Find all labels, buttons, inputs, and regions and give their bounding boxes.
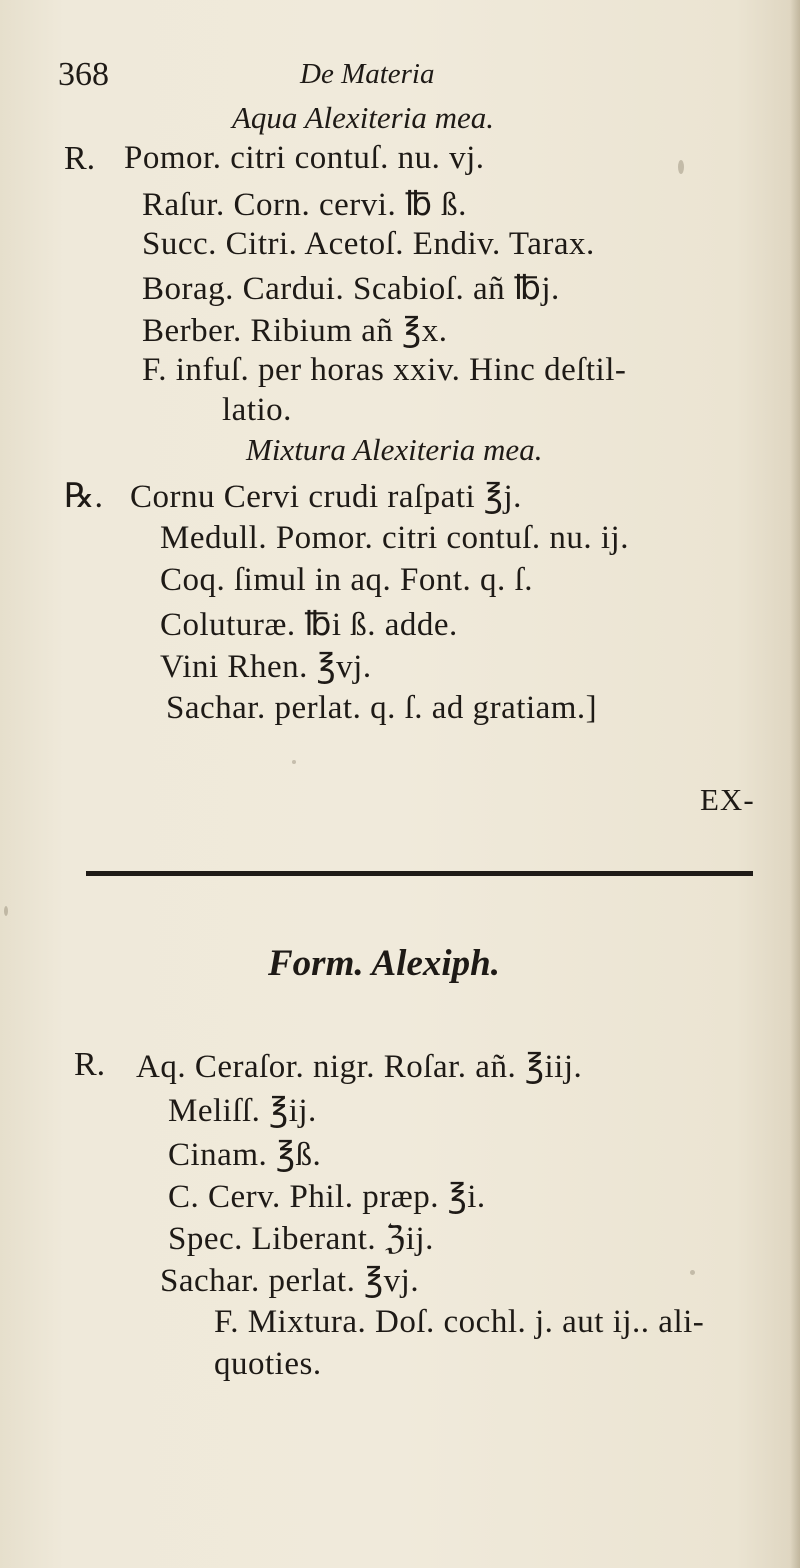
section2-line: Coq. ſimul in aq. Font. q. ſ. (160, 562, 533, 598)
section3-rx-symbol: R. (74, 1046, 106, 1083)
section3-line: quoties. (214, 1346, 322, 1382)
page-edge-shadow (790, 0, 800, 1568)
section1-line: Berber. Ribium añ ℥x. (142, 313, 448, 349)
section3-line: Spec. Liberant. ℨij. (168, 1221, 434, 1257)
section2-line: Sachar. perlat. q. ſ. ad gratiam.] (166, 690, 598, 726)
section3-line: C. Cerv. Phil. præp. ℥i. (168, 1179, 486, 1215)
section1-line: latio. (222, 392, 292, 428)
section2-line: Cornu Cervi crudi raſpati ℥j. (130, 479, 522, 515)
running-head: De Materia (300, 58, 435, 90)
section3-line: Cinam. ℥ß. (168, 1137, 322, 1173)
section1-line: F. infuſ. per horas xxiv. Hinc deſtil- (142, 352, 627, 388)
section3-line: Meliſſ. ℥ij. (168, 1093, 317, 1129)
paper-speck (678, 160, 684, 174)
section2-title: Mixtura Alexiteria mea. (246, 432, 543, 467)
section3-line: F. Mixtura. Doſ. cochl. j. aut ij.. ali- (214, 1304, 705, 1340)
section3-line: Sachar. perlat. ℥vj. (160, 1263, 420, 1299)
section2-line: Vini Rhen. ℥vj. (160, 649, 372, 685)
section1-line: Succ. Citri. Acetoſ. Endiv. Tarax. (142, 226, 595, 262)
section3-title: Form. Alexiph. (268, 943, 500, 984)
section1-rx-symbol: R. (64, 140, 96, 177)
section2-rx-symbol: ℞. (64, 478, 103, 515)
section1-line: Borag. Cardui. Scabioſ. añ ℔j. (142, 271, 560, 307)
paper-speck (4, 906, 8, 916)
section1-title: Aqua Alexiteria mea. (232, 100, 495, 135)
page-number: 368 (58, 56, 109, 93)
section1-line: Raſur. Corn. cervi. ℔ ß. (142, 187, 467, 223)
catchword: EX- (700, 782, 755, 817)
section2-line: Medull. Pomor. citri contuſ. nu. ij. (160, 520, 629, 556)
paper-speck (690, 1270, 695, 1275)
section1-line: Pomor. citri contuſ. nu. vj. (124, 140, 485, 176)
section3-line: Aq. Ceraſor. nigr. Roſar. añ. ℥iij. (136, 1049, 583, 1085)
paper-speck (292, 760, 296, 764)
section2-line: Coluturæ. ℔i ß. adde. (160, 607, 458, 643)
horizontal-rule (86, 871, 753, 876)
